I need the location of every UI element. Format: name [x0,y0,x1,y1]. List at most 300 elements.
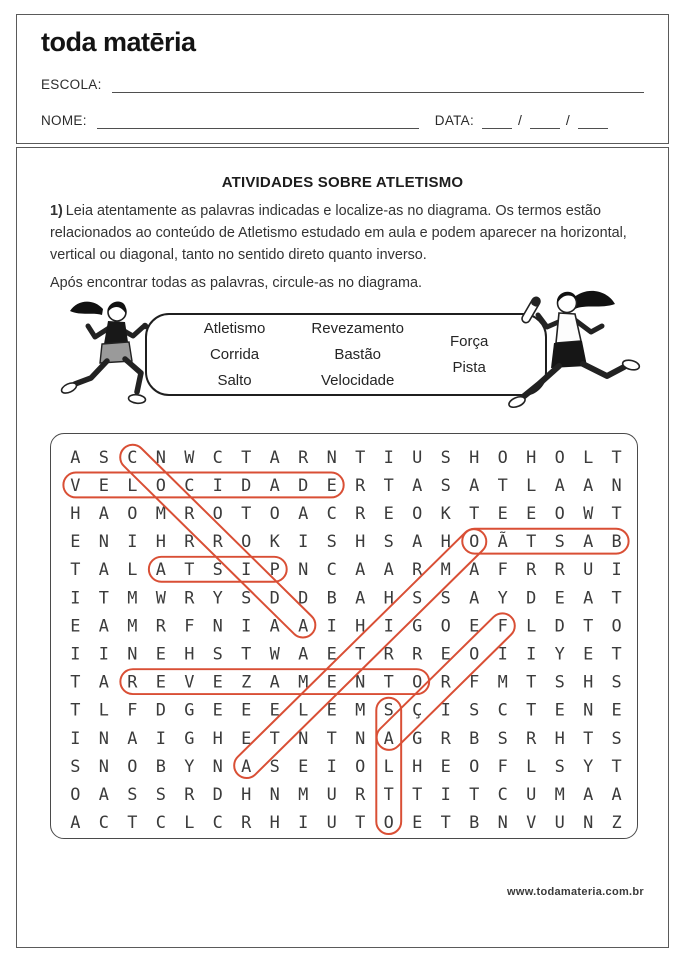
grid-letter: H [383,587,394,608]
grid-letter: T [70,671,81,692]
grid-letter: A [298,503,309,524]
grid-letter: A [98,503,109,524]
grid-letter: G [412,727,423,748]
grid-letter: M [440,559,451,580]
grid-letter: G [184,727,195,748]
grid-letter: A [269,615,280,636]
grid-letter: F [127,699,138,720]
grid-letter: A [98,671,109,692]
grid-letter: R [184,531,195,552]
grid-letter: D [298,587,309,608]
grid-letter: O [412,671,423,692]
grid-letter: L [526,615,537,636]
grid-letter: E [526,503,537,524]
grid-letter: T [526,671,537,692]
grid-letter: U [554,812,565,833]
word-search-grid [50,433,638,839]
grid-letter: O [497,446,508,467]
grid-letter: A [412,474,423,495]
grid-letter: I [298,531,309,552]
grid-letter: I [212,474,223,495]
grid-letter: O [469,755,480,776]
grid-letter: A [383,727,394,748]
grid-letter: S [241,587,252,608]
grid-letter: A [70,812,81,833]
grid-letter: N [583,699,594,720]
grid-letter: A [269,446,280,467]
grid-letter: Y [583,755,594,776]
grid-letter: M [497,671,508,692]
grid-letter: R [554,559,565,580]
grid-letter: T [469,503,480,524]
grid-letter: N [497,812,508,833]
grid-letter: T [526,699,537,720]
grid-letter: T [241,503,252,524]
grid-letter: N [269,783,280,804]
grid-letter: I [127,531,138,552]
grid-letter: H [412,755,423,776]
grid-letter: N [127,643,138,664]
grid-letter: B [155,755,166,776]
grid-letter: L [383,755,394,776]
date-year-line [578,113,608,129]
grid-letter: U [526,783,537,804]
grid-letter: O [611,615,622,636]
grid-letter: A [298,643,309,664]
long-hair [573,291,615,309]
grid-letter: L [98,699,109,720]
grid-letter: O [70,783,81,804]
grid-letter: I [611,559,622,580]
grid-letter: H [355,615,366,636]
grid-letter: I [298,812,309,833]
grid-letter: T [241,446,252,467]
grid-letter: R [155,615,166,636]
grid-letter: C [212,812,223,833]
word-bank-column-3 [450,329,488,381]
grid-letter: T [355,812,366,833]
grid-letter: E [326,643,337,664]
grid-letter: A [155,559,166,580]
toda-materia-logo: toda matēria [41,27,196,57]
grid-letter: T [127,812,138,833]
grid-letter: C [98,812,109,833]
grid-letter: W [155,587,166,608]
grid-letter: N [155,446,166,467]
grid-letter: E [383,503,394,524]
grid-letter: E [440,755,451,776]
grid-letter: E [212,699,223,720]
grid-letter: T [469,783,480,804]
grid-letter: A [583,783,594,804]
shoe [60,381,78,395]
grid-letter: W [583,503,594,524]
grid-letter: E [611,699,622,720]
tank-top [556,313,581,343]
grid-letter: H [269,812,280,833]
grid-letter: E [326,699,337,720]
grid-letter: D [554,615,565,636]
name-label: NOME: [41,113,87,128]
grid-letter: T [583,615,594,636]
grid-letter: D [269,587,280,608]
school-fill-line [112,77,644,93]
grid-letter: R [355,474,366,495]
grid-letter: H [241,783,252,804]
grid-letter: O [155,474,166,495]
grid-letter: E [241,727,252,748]
grid-letter: N [212,755,223,776]
grid-letter: I [70,643,81,664]
grid-letter: R [440,671,451,692]
grid-letter: O [212,503,223,524]
grid-letter: V [70,474,81,495]
grid-letter: Z [611,812,622,833]
word-bank-column-1 [204,316,266,394]
grid-letter: T [611,587,622,608]
grid-letter: H [155,531,166,552]
grid-letter: C [184,474,195,495]
grid-letter: F [497,755,508,776]
footer-url: www.todamateria.com.br [507,886,644,898]
grid-letter: Ç [412,699,423,720]
grid-letter: E [412,812,423,833]
grid-letter: R [184,783,195,804]
grid-letter: L [583,446,594,467]
grid-letter: R [412,643,423,664]
grid-letter: T [355,446,366,467]
grid-letter: G [412,615,423,636]
grid-letter: E [497,503,508,524]
grid-letter: I [241,615,252,636]
grid-letter: N [611,474,622,495]
grid-letter: N [298,559,309,580]
grid-letter: M [298,783,309,804]
grid-letter: E [70,615,81,636]
grid-letter: F [184,615,195,636]
grid-letter: I [383,446,394,467]
grid-letter: S [554,531,565,552]
grid-letter: A [611,783,622,804]
grid-letter: O [440,615,451,636]
grid-letter: I [326,615,337,636]
header-box [16,14,669,144]
grid-letter: Y [497,587,508,608]
grid-letter: C [497,699,508,720]
grid-letter: D [526,587,537,608]
grid-letter: E [326,671,337,692]
grid-letter: O [127,503,138,524]
grid-letter: A [98,559,109,580]
grid-letter: M [127,587,138,608]
grid-letter: R [526,559,537,580]
date-separator: / [565,112,570,128]
grid-letter: A [98,615,109,636]
grid-letter: R [412,559,423,580]
grid-letter: U [326,783,337,804]
grid-letter: E [583,643,594,664]
grid-letter: T [269,727,280,748]
grid-letter: E [241,699,252,720]
grid-letter: A [583,474,594,495]
grid-letter: T [412,783,423,804]
grid-letter: R [212,531,223,552]
grid-letter: H [184,643,195,664]
name-fill-line [97,113,419,129]
date-label: DATA: [434,113,475,128]
grid-letter: S [440,587,451,608]
grid-letter: A [70,446,81,467]
grid-letter: S [212,559,223,580]
runner-left-illustration [55,294,175,412]
grid-letter: T [355,643,366,664]
grid-letter: R [355,783,366,804]
grid-letter: L [184,812,195,833]
grid-letter: O [355,755,366,776]
shoe [507,395,526,410]
grid-letter: O [554,503,565,524]
grid-letter: M [298,671,309,692]
grid-letter: L [526,755,537,776]
grid-letter: T [611,446,622,467]
grid-letter: A [583,587,594,608]
grid-letter: A [469,587,480,608]
grid-letter: T [583,727,594,748]
grid-letter: K [440,503,451,524]
grid-letter: O [241,531,252,552]
name-row [41,112,644,129]
grid-letter: S [611,671,622,692]
grid-letter: I [440,783,451,804]
grid-letter: A [269,474,280,495]
grid-letter: H [440,531,451,552]
grid-letter: M [127,615,138,636]
grid-letter: S [326,531,337,552]
grid-letter: R [241,812,252,833]
grid-letter: D [212,783,223,804]
word-forca: Força [449,332,489,350]
grid-letter: I [440,699,451,720]
grid-letter: I [326,755,337,776]
grid-letter: H [583,671,594,692]
grid-letter: T [497,474,508,495]
grid-letter: T [526,531,537,552]
word-pista: Pista [452,358,486,376]
grid-letter: I [497,643,508,664]
grid-letter: A [298,615,309,636]
page-title: ATIVIDADES SOBRE ATLETISMO [221,174,464,191]
grid-letter: L [526,474,537,495]
grid-letter: E [70,531,81,552]
grid-letter: W [184,446,195,467]
activity-box [16,147,669,948]
grid-letter: A [241,755,252,776]
word-search-canvas [51,434,637,838]
grid-letter: N [98,755,109,776]
word-bastao: Bastão [334,345,382,363]
grid-letter: A [355,587,366,608]
runner-right-illustration [493,280,653,425]
grid-letter: S [497,727,508,748]
word-salto: Salto [217,371,252,389]
grid-letter: R [440,727,451,748]
grid-letter: S [155,783,166,804]
grid-letter: E [98,474,109,495]
grid-letter: N [355,671,366,692]
grid-letter: Y [184,755,195,776]
grid-letter: D [155,699,166,720]
grid-letter: D [298,474,309,495]
grid-letter: T [70,699,81,720]
grid-letter: I [383,615,394,636]
grid-letter: A [383,559,394,580]
grid-letter: E [554,587,565,608]
grid-letter: S [554,671,565,692]
grid-letter: R [383,643,394,664]
grid-letter: E [298,755,309,776]
grid-letter: N [298,727,309,748]
grid-letter: N [98,531,109,552]
ponytail [70,302,103,315]
grid-letter: C [155,812,166,833]
grid-letter: S [269,755,280,776]
grid-letter: I [70,727,81,748]
grid-letter: C [326,503,337,524]
grid-letter: E [554,699,565,720]
instruction-paragraph [50,200,648,266]
grid-letter: H [554,727,565,748]
word-corrida: Corrida [209,345,260,363]
grid-letter: U [412,446,423,467]
grid-letter: M [554,783,565,804]
grid-letter: O [269,503,280,524]
grid-letter: T [611,755,622,776]
grid-letter: S [440,474,451,495]
grid-letter: C [326,559,337,580]
grid-letter: Y [554,643,565,664]
grid-letter: S [383,531,394,552]
grid-letter: R [355,503,366,524]
grid-letter: W [269,643,280,664]
grid-letter: F [497,615,508,636]
grid-letter: B [326,587,337,608]
grid-letter: I [98,643,109,664]
grid-letter: A [469,559,480,580]
grid-letter: R [184,587,195,608]
grid-letter: O [554,446,565,467]
grid-letter: A [412,531,423,552]
grid-letter: S [554,755,565,776]
grid-letter: O [412,503,423,524]
grid-letter: E [155,671,166,692]
grid-letter: C [212,446,223,467]
date-day-line [482,113,512,129]
grid-letter: A [583,531,594,552]
grid-letter: U [583,559,594,580]
grid-letter: M [155,503,166,524]
grid-letter: T [326,727,337,748]
grid-letter: A [469,474,480,495]
grid-letter: K [269,531,280,552]
grid-letter: T [383,474,394,495]
word-velocidade: Velocidade [320,371,395,389]
grid-letter: E [269,699,280,720]
grid-letter: T [184,559,195,580]
instruction-note: Após encontrar todas as palavras, circule-as no diagrama. [50,275,422,291]
grid-letter: S [70,755,81,776]
grid-letter: S [469,699,480,720]
grid-letter: H [70,503,81,524]
grid-letter: O [383,812,394,833]
grid-letter: E [440,643,451,664]
grid-letter: V [526,812,537,833]
grid-letter: Z [241,671,252,692]
grid-letter: O [469,531,480,552]
grid-letter: E [212,671,223,692]
date-month-line [530,113,560,129]
fist [142,323,148,329]
grid-letter: N [212,615,223,636]
grid-letter: S [412,587,423,608]
grid-letter: T [383,783,394,804]
grid-letter: H [212,727,223,748]
grid-letter: T [98,587,109,608]
grid-letter: E [326,474,337,495]
grid-letter: N [326,446,337,467]
grid-letter: R [298,446,309,467]
grid-letter: E [155,643,166,664]
grid-letter: L [127,559,138,580]
grid-letter: O [127,755,138,776]
grid-letter: I [241,559,252,580]
grid-letter: C [497,783,508,804]
grid-letter: T [611,643,622,664]
grid-letter: S [127,783,138,804]
grid-letter: A [355,559,366,580]
grid-letter: H [469,446,480,467]
grid-letter: T [611,503,622,524]
word-bank-column-2 [311,316,404,394]
grid-letter: B [469,812,480,833]
grid-letter: I [70,587,81,608]
grid-letter: A [127,727,138,748]
grid-letter: I [155,727,166,748]
grid-letter: T [440,812,451,833]
grid-letter: H [355,531,366,552]
shoe [128,394,146,404]
grid-letter: A [269,671,280,692]
grid-letter: V [184,671,195,692]
grid-letter: R [184,503,195,524]
grid-letter: C [127,446,138,467]
grid-letter: D [241,474,252,495]
grid-letter: N [583,812,594,833]
grid-letter: P [269,559,280,580]
grid-letter: S [383,699,394,720]
grid-letter: A [554,474,565,495]
crop-top [104,321,128,344]
grid-letter: F [497,559,508,580]
grid-letter: M [355,699,366,720]
grid-letter: B [469,727,480,748]
grid-letter: E [469,615,480,636]
school-label: ESCOLA: [41,77,102,92]
grid-letter: T [241,643,252,664]
grid-letter: A [98,783,109,804]
grid-letter: L [298,699,309,720]
grid-letter: F [469,671,480,692]
instruction-text: Leia atentamente as palavras indicadas e localize-as no diagrama. Os termos estão relacionados ao conteúdo de Atletismo estudado em aula e podem aparecer na horizontal, vertical ou diagonal, tanto no sentido direto quanto inverso. [50,203,627,263]
